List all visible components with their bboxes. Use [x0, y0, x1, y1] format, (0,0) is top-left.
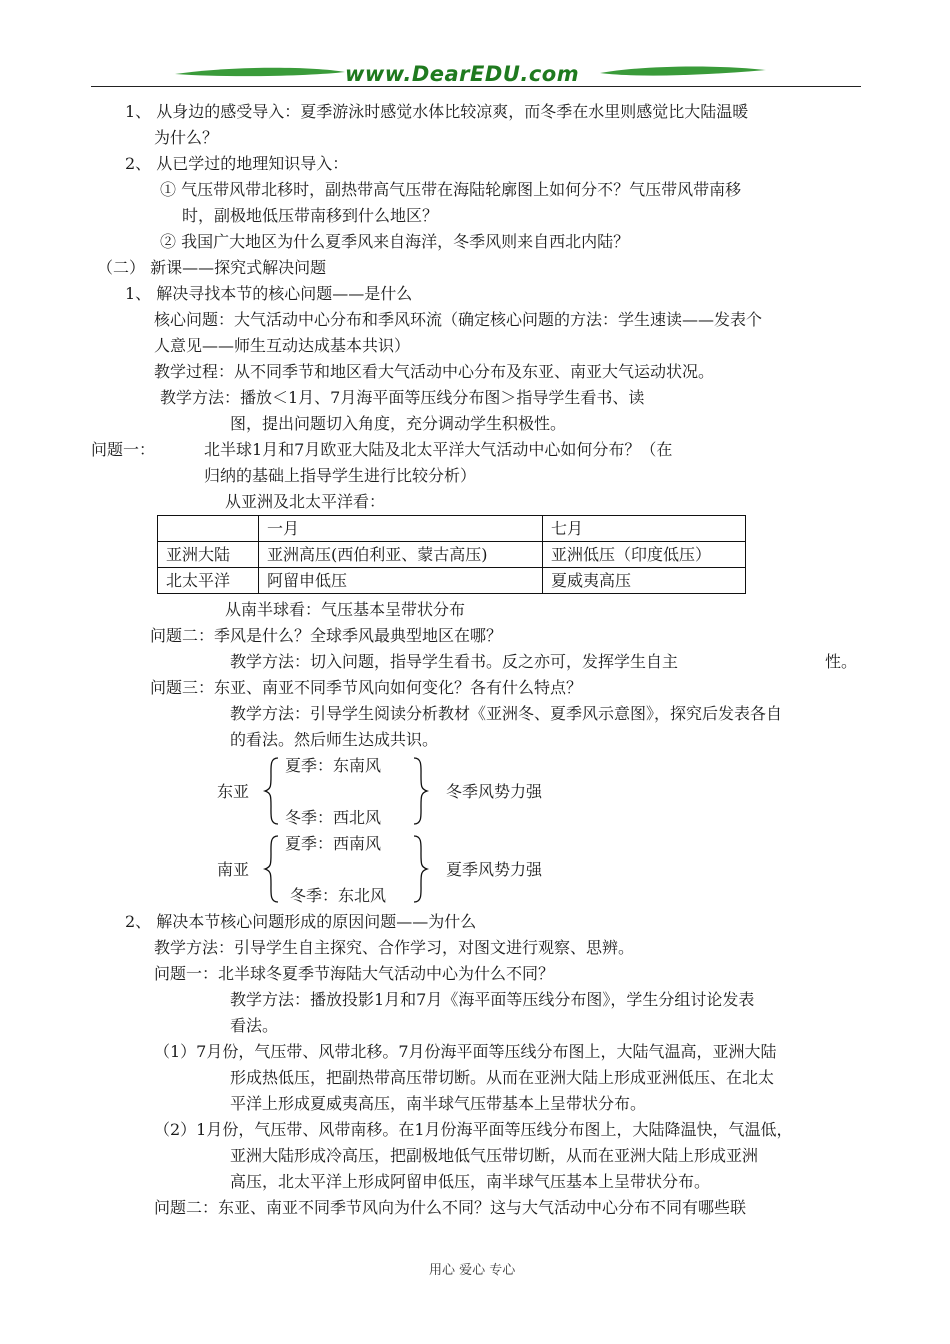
question-3-method-line-1: 教学方法：引导学生阅读分析教材《亚洲冬、夏季风示意图》，探究后发表各自 — [230, 704, 783, 723]
section-item-2: 2、 解决本节核心问题形成的原因问题——为什么 — [125, 912, 477, 931]
page-footer: 用心 爱心 专心 — [429, 1263, 516, 1278]
question-2: 问题二：季风是什么？全球季风最典型地区在哪？ — [150, 626, 503, 645]
south-asia-winter: 冬季：东北风 — [290, 886, 387, 905]
table-cell: 亚洲低压（印度低压） — [543, 542, 746, 568]
table-cell: 亚洲大陆 — [158, 542, 259, 568]
question-1-line-1: 北半球1月和7月欧亚大陆及北太平洋大气活动中心如何分布？（在 — [204, 440, 673, 459]
table-row — [158, 542, 746, 568]
january-line-2: 亚洲大陆形成冷高压，把副极地低气压带切断，从而在亚洲大陆上形成亚洲 — [230, 1146, 759, 1165]
core-problem-line-1: 核心问题：大气活动中心分布和季风环流（确定核心问题的方法：学生速读——发表个 — [154, 310, 763, 329]
from-asia-heading: 从亚洲及北太平洋看： — [225, 492, 386, 511]
east-asia-left-brace — [262, 756, 282, 826]
july-line-3: 平洋上形成夏威夷高压，南半球气压带基本上呈带状分布。 — [230, 1094, 647, 1113]
east-asia-label: 东亚 — [217, 782, 250, 801]
table-cell: 亚洲高压(西伯利亚、蒙古高压) — [259, 542, 543, 568]
intro-item-1-line-2: 为什么？ — [154, 128, 219, 147]
east-asia-result: 冬季风势力强 — [446, 782, 543, 801]
table-cell: 北太平洋 — [158, 568, 259, 594]
january-line-3: 高压，北太平洋上形成阿留申低压，南半球气压基本上呈带状分布。 — [230, 1172, 711, 1191]
teaching-method-line-1: 教学方法：播放＜1月、7月海平面等压线分布图＞指导学生看书、读 — [160, 388, 645, 407]
intro-sub-1-line-1: ① 气压带风带北移时，副热带高气压带在海陆轮廓图上如何分不？气压带风带南移 — [160, 180, 742, 199]
july-line-2: 形成热低压，把副热带高压带切断。从而在亚洲大陆上形成亚洲低压、在北太 — [230, 1068, 775, 1087]
intro-item-1-line-1: 1、 从身边的感受导入：夏季游泳时感觉水体比较凉爽，而冬季在水里则感觉比大陆温暖 — [125, 102, 749, 121]
question-1-line-2: 归纳的基础上指导学生进行比较分析） — [204, 466, 477, 485]
problem-1-method-line-2: 看法。 — [230, 1016, 279, 1035]
intro-sub-2: ② 我国广大地区为什么夏季风来自海洋，冬季风则来自西北内陆？ — [160, 232, 630, 251]
item-2-method: 教学方法：引导学生自主探究、合作学习，对图文进行观察、思辨。 — [154, 938, 635, 957]
table-header-cell: 七月 — [543, 516, 746, 542]
july-line-1: （1）7月份，气压带、风带北移。7月份海平面等压线分布图上，大陆气温高，亚洲大陆 — [154, 1042, 777, 1061]
teaching-method-line-2: 图，提出问题切入角度，充分调动学生积极性。 — [230, 414, 567, 433]
intro-sub-1-line-2: 时，副极地低压带南移到什么地区？ — [182, 206, 439, 225]
table-row — [158, 568, 746, 594]
teaching-process: 教学过程：从不同季节和地区看大气活动中心分布及东亚、南亚大气运动状况。 — [154, 362, 715, 381]
south-asia-summer: 夏季：西南风 — [285, 834, 382, 853]
january-line-1: （2）1月份，气压带、风带南移。在1月份海平面等压线分布图上，大陆降温快，气温低， — [154, 1120, 793, 1139]
east-asia-winter: 冬季：西北风 — [285, 808, 382, 827]
south-asia-result: 夏季风势力强 — [446, 860, 543, 879]
south-asia-label: 南亚 — [217, 860, 250, 879]
question-1-label: 问题一： — [91, 440, 156, 459]
table-header-cell — [158, 516, 259, 542]
east-asia-summer: 夏季：东南风 — [285, 756, 382, 775]
header-divider — [91, 86, 861, 87]
question-2-method: 教学方法：切入问题，指导学生看书。反之亦可，发挥学生自主 — [230, 652, 679, 671]
section-heading: （二） 新课——探究式解决问题 — [97, 258, 327, 277]
core-problem-line-2: 人意见——师生互动达成基本共识） — [154, 336, 411, 355]
table-cell: 夏威夷高压 — [543, 568, 746, 594]
table-header-cell: 一月 — [259, 516, 543, 542]
question-2-method-tail: 性。 — [825, 652, 858, 671]
problem-1: 问题一：北半球冬夏季节海陆大气活动中心为什么不同？ — [154, 964, 555, 983]
pressure-centers-table — [157, 515, 746, 594]
section-item-1: 1、 解决寻找本节的核心问题——是什么 — [125, 284, 413, 303]
question-3: 问题三：东亚、南亚不同季节风向如何变化？各有什么特点？ — [150, 678, 583, 697]
south-asia-right-brace — [410, 834, 430, 904]
question-3-method-line-2: 的看法。然后师生达成共识。 — [230, 730, 439, 749]
site-name[interactable]: www.DearEDU.com — [345, 62, 580, 86]
east-asia-right-brace — [410, 756, 430, 826]
problem-1-method-line-1: 教学方法：播放投影1月和7月《海平面等压线分布图》，学生分组讨论发表 — [230, 990, 755, 1009]
problem-2: 问题二：东亚、南亚不同季节风向为什么不同？这与大气活动中心分布不同有哪些联 — [154, 1198, 747, 1217]
intro-item-2: 2、 从已学过的地理知识导入： — [125, 154, 349, 173]
south-asia-left-brace — [262, 834, 282, 904]
table-cell: 阿留申低压 — [259, 568, 543, 594]
from-south-hemisphere: 从南半球看：气压基本呈带状分布 — [225, 600, 466, 619]
table-header-row — [158, 516, 746, 542]
